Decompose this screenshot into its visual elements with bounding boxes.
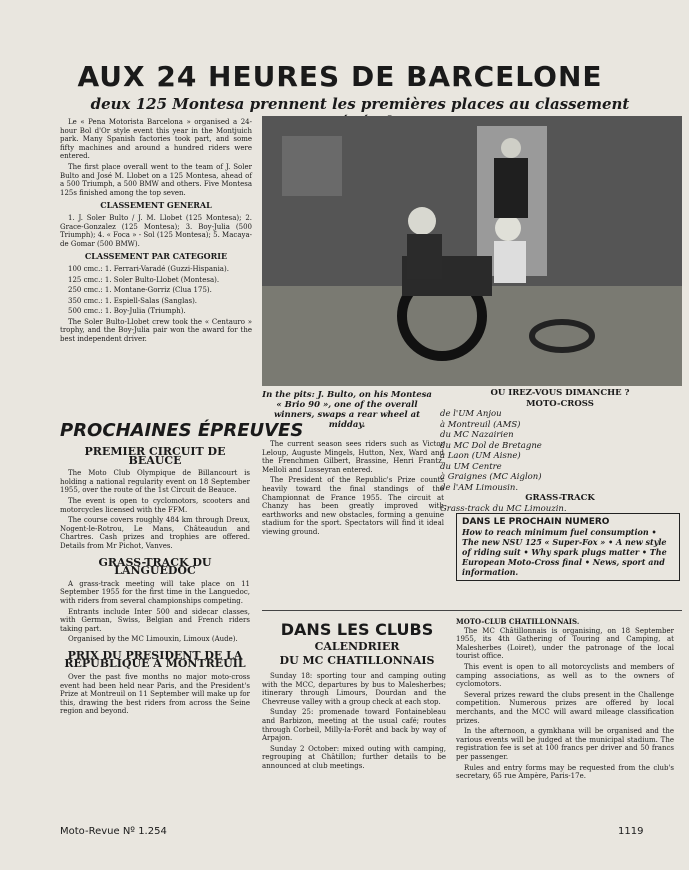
- paragraph: In the afternoon, a gymkhana will be organised and the various events will be judged at the municipal stadium. The registration fee is set at 100 francs per driver and 50 francs per passenger.: [456, 727, 674, 761]
- ou-irez-line: du MC Nazairien: [440, 430, 514, 440]
- page-title: AUX 24 HEURES DE BARCELONE: [77, 60, 603, 93]
- paragraph: The first place overall went to the team of J. Soler Bulto and José M. Llobet on a 125 Montesa, ahead of a 500 Triumph, a 500 BMW and others. Five Montesa 125s finished among the top seven.: [60, 162, 252, 197]
- footer-page-number: 1119: [618, 826, 644, 837]
- paragraph: Rules and entry forms may be requested from the club's secretary, 65 rue Ampère, Paris-17e.: [456, 763, 674, 781]
- section-heading: CLASSEMENT PAR CATEGORIE: [84, 251, 228, 262]
- section-heading: PREMIER CIRCUIT DE BEAUCE: [84, 445, 226, 467]
- clubs-heading: DANS LES CLUBS: [280, 620, 434, 639]
- paragraph: The MC Châtillonnais is organising, on 18 September 1955, its 4th Gathering of Touring and Camping, at Malesherbes (Loiret), under the patronage of the local tourist office.: [456, 626, 674, 661]
- section-heading: CLASSEMENT GENERAL: [100, 200, 212, 211]
- paragraph: The course covers roughly 484 km through Dreux, Nogent-le-Rotrou, Le Mans, Châteaudun and Chartres. Cash prizes and trophies are offered. Details from Mr Pichot, Vanves.: [60, 516, 250, 550]
- paragraph: This event is open to all motorcyclists and members of camping associations, as well as to the owners of cyclomotors.: [456, 662, 674, 689]
- paragraph: 500 cmc.: 1. Boy-Julia (Triumph).: [68, 307, 186, 316]
- page-subtitle: deux 125 Montesa prennent les premières places au classement: [90, 95, 630, 113]
- paragraph: The current season sees riders such as Victor Leloup, Auguste Mingels, Hutton, Nex, Ward and the Frenchmen Gilbert, Brassine, Henri Frantz, Melloli and Lusseyran entered.: [262, 440, 444, 474]
- paragraph: Sunday 25: promenade toward Fontainebleau and Barbizon, meeting at the usual café; routes through Corbeil, Milly-la-Forêt and back by way of Arpajon.: [262, 708, 446, 743]
- paragraph: Entrants include Inter 500 and sidecar classes, with German, Swiss, Belgian and French riders taking part.: [60, 607, 250, 633]
- paragraph: Sunday 18: sporting tour and camping outing with the MCC, departures by bus to Malesherbes; itinerary through Limours, Dourdan and the Chevreuse valley with a group check at each stop.: [262, 672, 446, 706]
- paragraph: 100 cmc.: 1. Ferrari-Varadé (Guzzi-Hispania).: [68, 264, 229, 273]
- section-heading: PRIX DU PRESIDENT DE LA REPUBLIQUE A MONTREUIL: [64, 648, 246, 671]
- ou-irez-line: à Laon (UM Aisne): [440, 451, 521, 461]
- paragraph: Several prizes reward the clubs present in the Challenge competition. Numerous prizes are offered by local merchants, and the MCC will award mileage classification prizes.: [456, 690, 674, 725]
- paragraph: Le « Pena Motorista Barcelona » organised a 24-hour Bol d'Or style event this year in the Montjuich park. Many Spanish factories took part, and some fifty machines and around a hundred riders were entered.: [60, 118, 252, 161]
- ou-irez-heading: OU IREZ-VOUS DIMANCHE ?: [490, 388, 630, 398]
- paragraph: 1. J. Soler Bulto / J. M. Llobet (125 Montesa); 2. Grace-Gonzalez (125 Montesa); 3. Boy-Julia (500 Triumph); 4. « Foca » - Sol (125 Montesa); 5. Macaya-de Gomar (500 BMW).: [60, 213, 252, 248]
- paragraph: Organised by the MC Limouxin, Limoux (Aude).: [68, 635, 238, 644]
- montreuil-continued: [262, 440, 444, 539]
- prochain-numero-box: [456, 513, 680, 581]
- clubs-subheading: DU MC CHATILLONNAIS: [279, 654, 435, 667]
- paragraph: 250 cmc.: 1. Montane-Gorriz (Clua 175).: [68, 286, 212, 295]
- ou-irez-line: à Montreuil (AMS): [440, 419, 521, 430]
- footer-issue: Moto-Revue Nº 1.254: [60, 826, 167, 837]
- paragraph: The President of the Republic's Prize counts heavily toward the final standings of the Championnat de France 1955. The circuit at Chanzy has been greatly improved with earthworks and new obstacles, forming a genuine stadium for the sport. Spectators will find it ideal viewing ground.: [262, 476, 444, 536]
- article-barcelone: [60, 118, 252, 346]
- ou-irez-line: de l'UM Anjou: [440, 409, 502, 419]
- ou-irez-line: à Graignes (MC Aiglon): [440, 472, 542, 482]
- paragraph: A grass-track meeting will take place on 11 September 1955 for the first time in the Languedoc, with riders from several championships competing.: [60, 579, 250, 605]
- paragraph: Sunday 2 October: mixed outing with camping, regrouping at Châtillon; further details to be announced at club meetings.: [262, 744, 446, 770]
- prochain-numero-heading: DANS LE PROCHAIN NUMERO: [462, 517, 610, 527]
- photo-caption: In the pits: J. Bulto, on his Montesa « Brio 90 », one of the overall winners, swaps a rear wheel at midday.: [262, 390, 432, 430]
- ou-irez-line: du UM Centre: [440, 461, 502, 472]
- paragraph: Over the past five months no major moto-cross event had been held near Paris, and the President's Prize at Montreuil on 11 September will make up for this, drawing the best riders from across the Seine region and beyond.: [60, 673, 250, 716]
- ou-irez-subheading: MOTO-CROSS: [526, 398, 594, 409]
- prochaines-column: [60, 444, 250, 718]
- ou-irez-line: de l'AM Limousin.: [440, 482, 519, 493]
- paragraph: The event is open to cyclomotors, scooters and motorcycles licensed with the FFM.: [60, 496, 250, 514]
- motorcycle-illustration: [262, 116, 682, 386]
- moto-club-column: [456, 618, 674, 783]
- prochaines-heading: PROCHAINES ÉPREUVES: [60, 420, 304, 441]
- ou-irez-line: Grass-track du MC Limouzin.: [440, 503, 567, 514]
- paragraph: The Moto Club Olympique de Billancourt is holding a national regularity event on 18 September 1955, over the route of the 1st Circuit de Beauce.: [60, 469, 250, 495]
- clubs-subheading: CALENDRIER: [314, 640, 400, 653]
- ou-irez-line: GRASS-TRACK: [525, 493, 595, 503]
- paragraph: 125 cmc.: 1. Soler Bulto-Llobet (Montesa).: [68, 275, 220, 284]
- paragraph: 350 cmc.: 1. Espiell-Salas (Sanglas).: [68, 296, 198, 305]
- ou-irez-box: [440, 388, 680, 514]
- clubs-column: [262, 672, 446, 773]
- prochain-numero-text: How to reach minimum fuel consumption • The new NSU 125 « Super-Fox » • A new style of riding suit • Why spark plugs matter • The European Moto-Cross final • News, sport and information.: [462, 527, 667, 577]
- divider: [262, 610, 682, 611]
- ou-irez-line: du MC Dol de Bretagne: [440, 440, 542, 451]
- section-heading: GRASS-TRACK DU LANGUEDOC: [98, 555, 212, 578]
- race-photo: [262, 116, 682, 386]
- paragraph: The Soler Bulto-Llobet crew took the « Centauro » trophy, and the Boy-Julia pair won the award for the best independent driver.: [60, 317, 252, 344]
- moto-club-heading: MOTO-CLUB CHATILLONNAIS.: [456, 617, 580, 626]
